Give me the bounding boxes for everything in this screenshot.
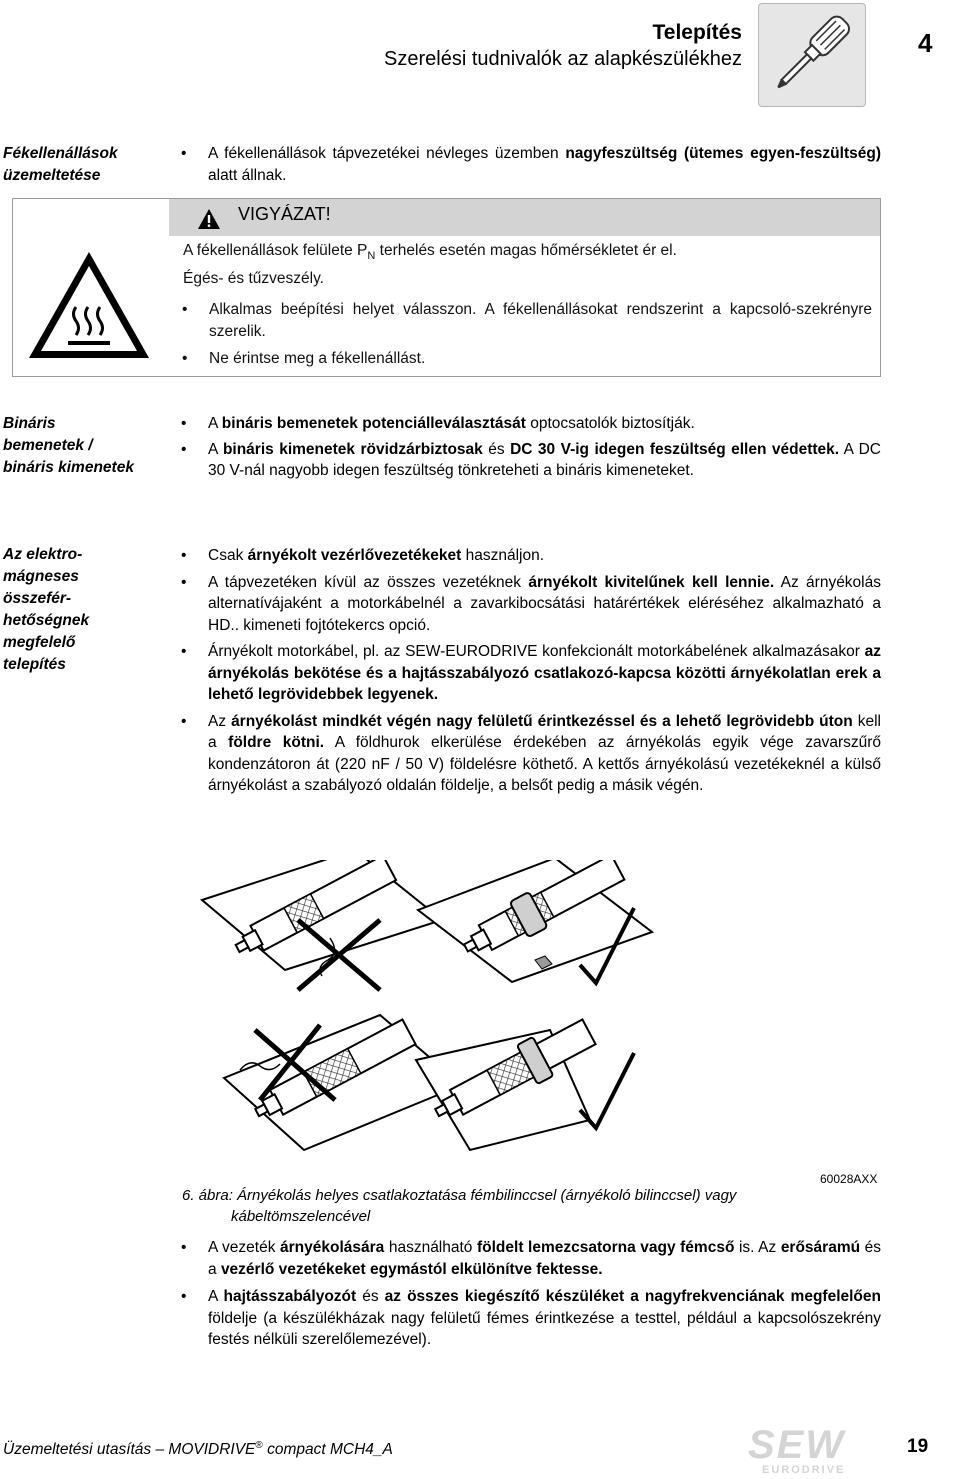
hot-surface-warning-icon [26, 249, 152, 366]
exclamation-warning-icon [197, 208, 221, 235]
warning-title: VIGYÁZAT! [238, 204, 331, 224]
list-item: • A tápvezetéken kívül az összes vezetéknek árnyékolt kivitelűnek kell lennie. Az árnyékolás alternatívájaként a motorkábelnél a zavarkibocsátási határértékek eléréséhez alkalmazható a HD.. kimeneti fojtótekercs opció. [181, 572, 881, 637]
emc-list [181, 545, 881, 797]
footer-manual-title: Üzemeltetési utasítás – MOVIDRIVE® compact MCH4_A [3, 1440, 393, 1459]
sew-eurodrive-logo: SEW EURODRIVE [748, 1423, 846, 1476]
cable-wrong-bottom [224, 1015, 462, 1150]
list-item: • Árnyékolt motorkábel, pl. az SEW-EURODRIVE konfekcionált motorkábelének alkalmazásakor az árnyékolás bekötése és a hajtásszabályozó csatlakozó-kapcsa közötti árnyékolatlan erek a lehető legrövidebbek legyenek. [181, 641, 881, 706]
chapter-number: 4 [918, 28, 933, 58]
list-item: • Csak árnyékolt vezérlővezetékeket használjon. [181, 545, 881, 567]
cable-wrong-top [202, 860, 442, 990]
list-item: • A vezeték árnyékolására használható földelt lemezcsatorna vagy fémcső is. Az erősáramú és a vezérlő vezetékeket egymástól elkülönítve fektesse. [181, 1237, 881, 1280]
page-section-title: Telepítés [652, 21, 742, 44]
list-item: • A hajtásszabályozót és az összes kiegészítő készüléket a nagyfrekvenciának megfelelően földelje (a készülékházak nagy felületű fémes érintkezése a testtel, például a kapcsolószekrény festés nélküli szerelőlemezével). [181, 1286, 881, 1351]
warning-text-burn: Égés- és tűzveszély. [183, 270, 324, 287]
warning-text-surface: A fékellenállások felülete $P_N$ terhelés esetén magas hőmérsékletet ér el. [183, 242, 677, 263]
shield-connection-figure [180, 860, 680, 1165]
cable-right-clamp [418, 860, 652, 983]
side-label-binary-io: Bináris bemenetek / bináris kimenetek [3, 415, 134, 476]
grounding-list [181, 1237, 881, 1351]
list-item: • Alkalmas beépítési helyet válasszon. A fékellenállásokat rendszerint a kapcsoló-szekrényre szerelik. [182, 299, 872, 342]
list-item: • Az árnyékolást mindkét végén nagy felületű érintkezéssel és a lehető legrövidebb úton kell a földre kötni. A földhurok elkerülése érdekében az árnyékolás egyik vége zavarszűrő kondenzátoron át (220 nF / 50 V) földelésre köthető. A kettős árnyékolású vezetékeknél a külső árnyékolást a szabályozó oldalán földelje, a belsőt pedig a másik végén. [181, 711, 881, 797]
list-item: • A bináris kimenetek rövidzárbiztosak és DC 30 V-ig idegen feszültség ellen védettek. A DC 30 V-nál nagyobb idegen feszültség tönkreteheti a bináris kimeneteket. [181, 439, 881, 482]
page-section-subtitle: Szerelési tudnivalók az alapkészülékhez [384, 48, 742, 70]
brake-resistor-list [181, 143, 881, 186]
screwdriver-icon [758, 3, 866, 107]
side-label-brake-resistors: Fékellenállások üzemeltetése [3, 145, 118, 184]
binary-io-list [181, 413, 881, 482]
warning-list [182, 299, 872, 370]
list-item: • Ne érintse meg a fékellenállást. [182, 348, 872, 370]
figure-id: 60028AXX [820, 1172, 878, 1186]
figure-caption: 6. ábra: Árnyékolás helyes csatlakoztatása fémbilinccsel (árnyékoló bilinccsel) vagy kábeltömszelencével [182, 1187, 737, 1225]
side-label-emc-installation: Az elektro- mágneses összefér- hetőségnek megfelelő telepítés [3, 546, 90, 673]
list-item: • A bináris bemenetek potenciálleválasztását optocsatolók biztosítják. [181, 413, 881, 435]
page-number: 19 [907, 1436, 929, 1457]
list-item: • A fékellenállások tápvezetékei névleges üzemben nagyfeszültség (ütemes egyen-feszültség) alatt állnak. [181, 143, 881, 186]
cable-right-gland [416, 1012, 634, 1150]
